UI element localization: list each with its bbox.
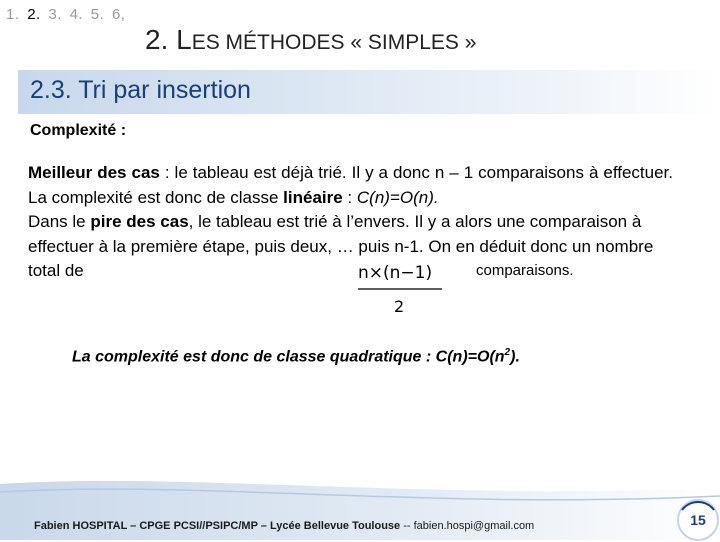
slide-title xyxy=(145,24,476,56)
worst-case-desc: , le tableau est trié à l’envers. Il y a alors une comparaison à effectuer à la première étape, puis deux, … puis n-1. On en déduit donc un nombre total de xyxy=(28,212,654,280)
footer-author: Fabien HOSPITAL – CPGE PCSI//PSIPC/MP – Lycée Bellevue Toulouse xyxy=(34,520,401,532)
nav-item-active[interactable]: 2. xyxy=(27,6,41,23)
conclusion-exponent: 2 xyxy=(504,347,511,358)
nav-item[interactable]: 5. xyxy=(90,6,105,23)
best-case-desc: : le tableau est déjà trié. Il y a donc n – 1 comparaisons à effectuer. La complexité est donc de classe xyxy=(28,163,674,207)
conclusion xyxy=(72,347,520,366)
footer-credits xyxy=(34,520,534,532)
linear-keyword: linéaire xyxy=(283,187,343,207)
worst-case-prefix: Dans le xyxy=(28,212,91,231)
best-case-text xyxy=(28,161,673,210)
best-case-sep: : xyxy=(342,187,357,207)
sum-formula xyxy=(356,252,446,318)
best-case-label: Meilleur des cas xyxy=(28,163,160,182)
formula-denominator: 2 xyxy=(394,297,405,316)
best-case-formula: C(n)=O(n). xyxy=(356,187,439,207)
nav-item[interactable]: 6, xyxy=(111,6,126,23)
conclusion-text: La complexité est donc de classe quadratique : C(n)=O(n xyxy=(72,348,505,366)
nav-item[interactable]: 4. xyxy=(69,6,84,23)
formula-numerator: n×(n−1) xyxy=(358,263,433,283)
complexity-label: Complexité : xyxy=(30,122,127,139)
footer-email[interactable]: -- fabien.hospi@gmail.com xyxy=(400,520,535,532)
comparisons-word: comparaisons. xyxy=(476,262,574,279)
section-subtitle: 2.3. Tri par insertion xyxy=(30,76,251,104)
worst-case-label: pire des cas xyxy=(90,212,189,231)
nav-item[interactable]: 3. xyxy=(48,6,62,23)
worst-case-text xyxy=(28,210,673,284)
slide-title-number: 2. L xyxy=(145,24,192,55)
slide-nav xyxy=(6,6,128,23)
body-paragraph xyxy=(28,161,673,284)
conclusion-end: ). xyxy=(510,348,520,366)
page-number: 15 xyxy=(690,512,706,528)
nav-item[interactable]: 1. xyxy=(6,6,20,23)
slide-title-rest: ES MÉTHODES « SIMPLES » xyxy=(191,31,477,54)
